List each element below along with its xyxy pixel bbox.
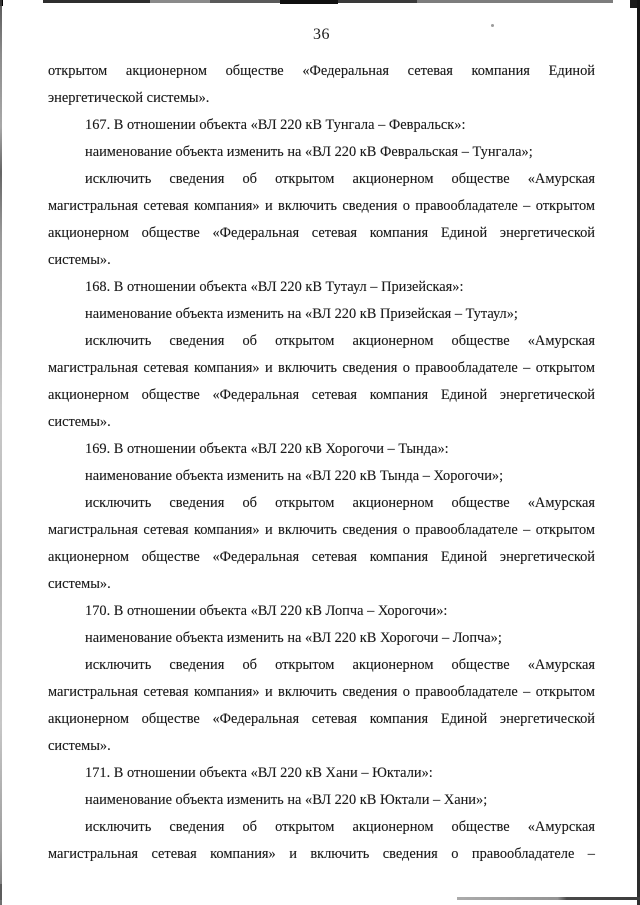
scan-edge-bottom-right-line (457, 897, 640, 900)
items-container (48, 112, 595, 868)
item-heading: 170. В отношении объекта «ВЛ 220 кВ Лопча – Хорогочи»: (85, 603, 448, 619)
item-transfer-paragraph: исключить сведения об открытом акционерном обществе «Амурская магистральная сетевая компания» и включить сведения о правообладателе – открытом акционерном обществе «Федеральная сетевая компания Единой энергетической системы». (48, 495, 595, 592)
item-heading: 171. В отношении объекта «ВЛ 220 кВ Хани – Юктали»: (85, 765, 433, 781)
amendment-item (48, 598, 595, 760)
scan-edge-top-segment (630, 0, 637, 8)
item-rename-line: наименование объекта изменить на «ВЛ 220 кВ Хорогочи – Лопча»; (85, 630, 502, 646)
scan-edge-left-tick (0, 884, 2, 900)
page-number: 36 (313, 26, 330, 43)
item-transfer-paragraph: исключить сведения об открытом акционерном обществе «Амурская магистральная сетевая компания» и включить сведения о правообладателе – открытом акционерном обществе «Федеральная сетевая компания Единой энергетической системы». (48, 657, 595, 754)
item-heading: 168. В отношении объекта «ВЛ 220 кВ Тутаул – Призейская»: (85, 279, 464, 295)
continuation-paragraph: открытом акционерном обществе «Федеральная сетевая компания Единой энергетической системы». (48, 63, 595, 106)
item-rename-line: наименование объекта изменить на «ВЛ 220 кВ Юктали – Хани»; (85, 792, 488, 808)
amendment-item (48, 436, 595, 598)
item-heading: 167. В отношении объекта «ВЛ 220 кВ Тунгала – Февральск»: (85, 117, 466, 133)
amendment-item (48, 112, 595, 274)
item-heading: 169. В отношении объекта «ВЛ 220 кВ Хорогочи – Тында»: (85, 441, 449, 457)
page-content (48, 0, 595, 868)
amendment-item (48, 274, 595, 436)
amendment-item (48, 760, 595, 868)
item-rename-line: наименование объекта изменить на «ВЛ 220 кВ Призейская – Тутаул»; (85, 306, 518, 322)
item-transfer-paragraph: исключить сведения об открытом акционерном обществе «Амурская магистральная сетевая компания» и включить сведения о правообладателе – открытом акционерном обществе «Федеральная сетевая компания Единой энергетической системы». (48, 333, 595, 430)
item-rename-line: наименование объекта изменить на «ВЛ 220 кВ Февральская – Тунгала»; (85, 144, 533, 160)
item-transfer-paragraph: исключить сведения об открытом акционерном обществе «Амурская магистральная сетевая компания» и включить сведения о правообладателе – открытом акционерном обществе «Федеральная сетевая компания Единой энергетической системы». (48, 171, 595, 268)
scan-edge-left-line (0, 0, 2, 905)
item-transfer-paragraph: исключить сведения об открытом акционерном обществе «Амурская магистральная сетевая компания» и включить сведения о правообладателе – (48, 819, 595, 862)
item-rename-line: наименование объекта изменить на «ВЛ 220 кВ Тында – Хорогочи»; (85, 468, 504, 484)
